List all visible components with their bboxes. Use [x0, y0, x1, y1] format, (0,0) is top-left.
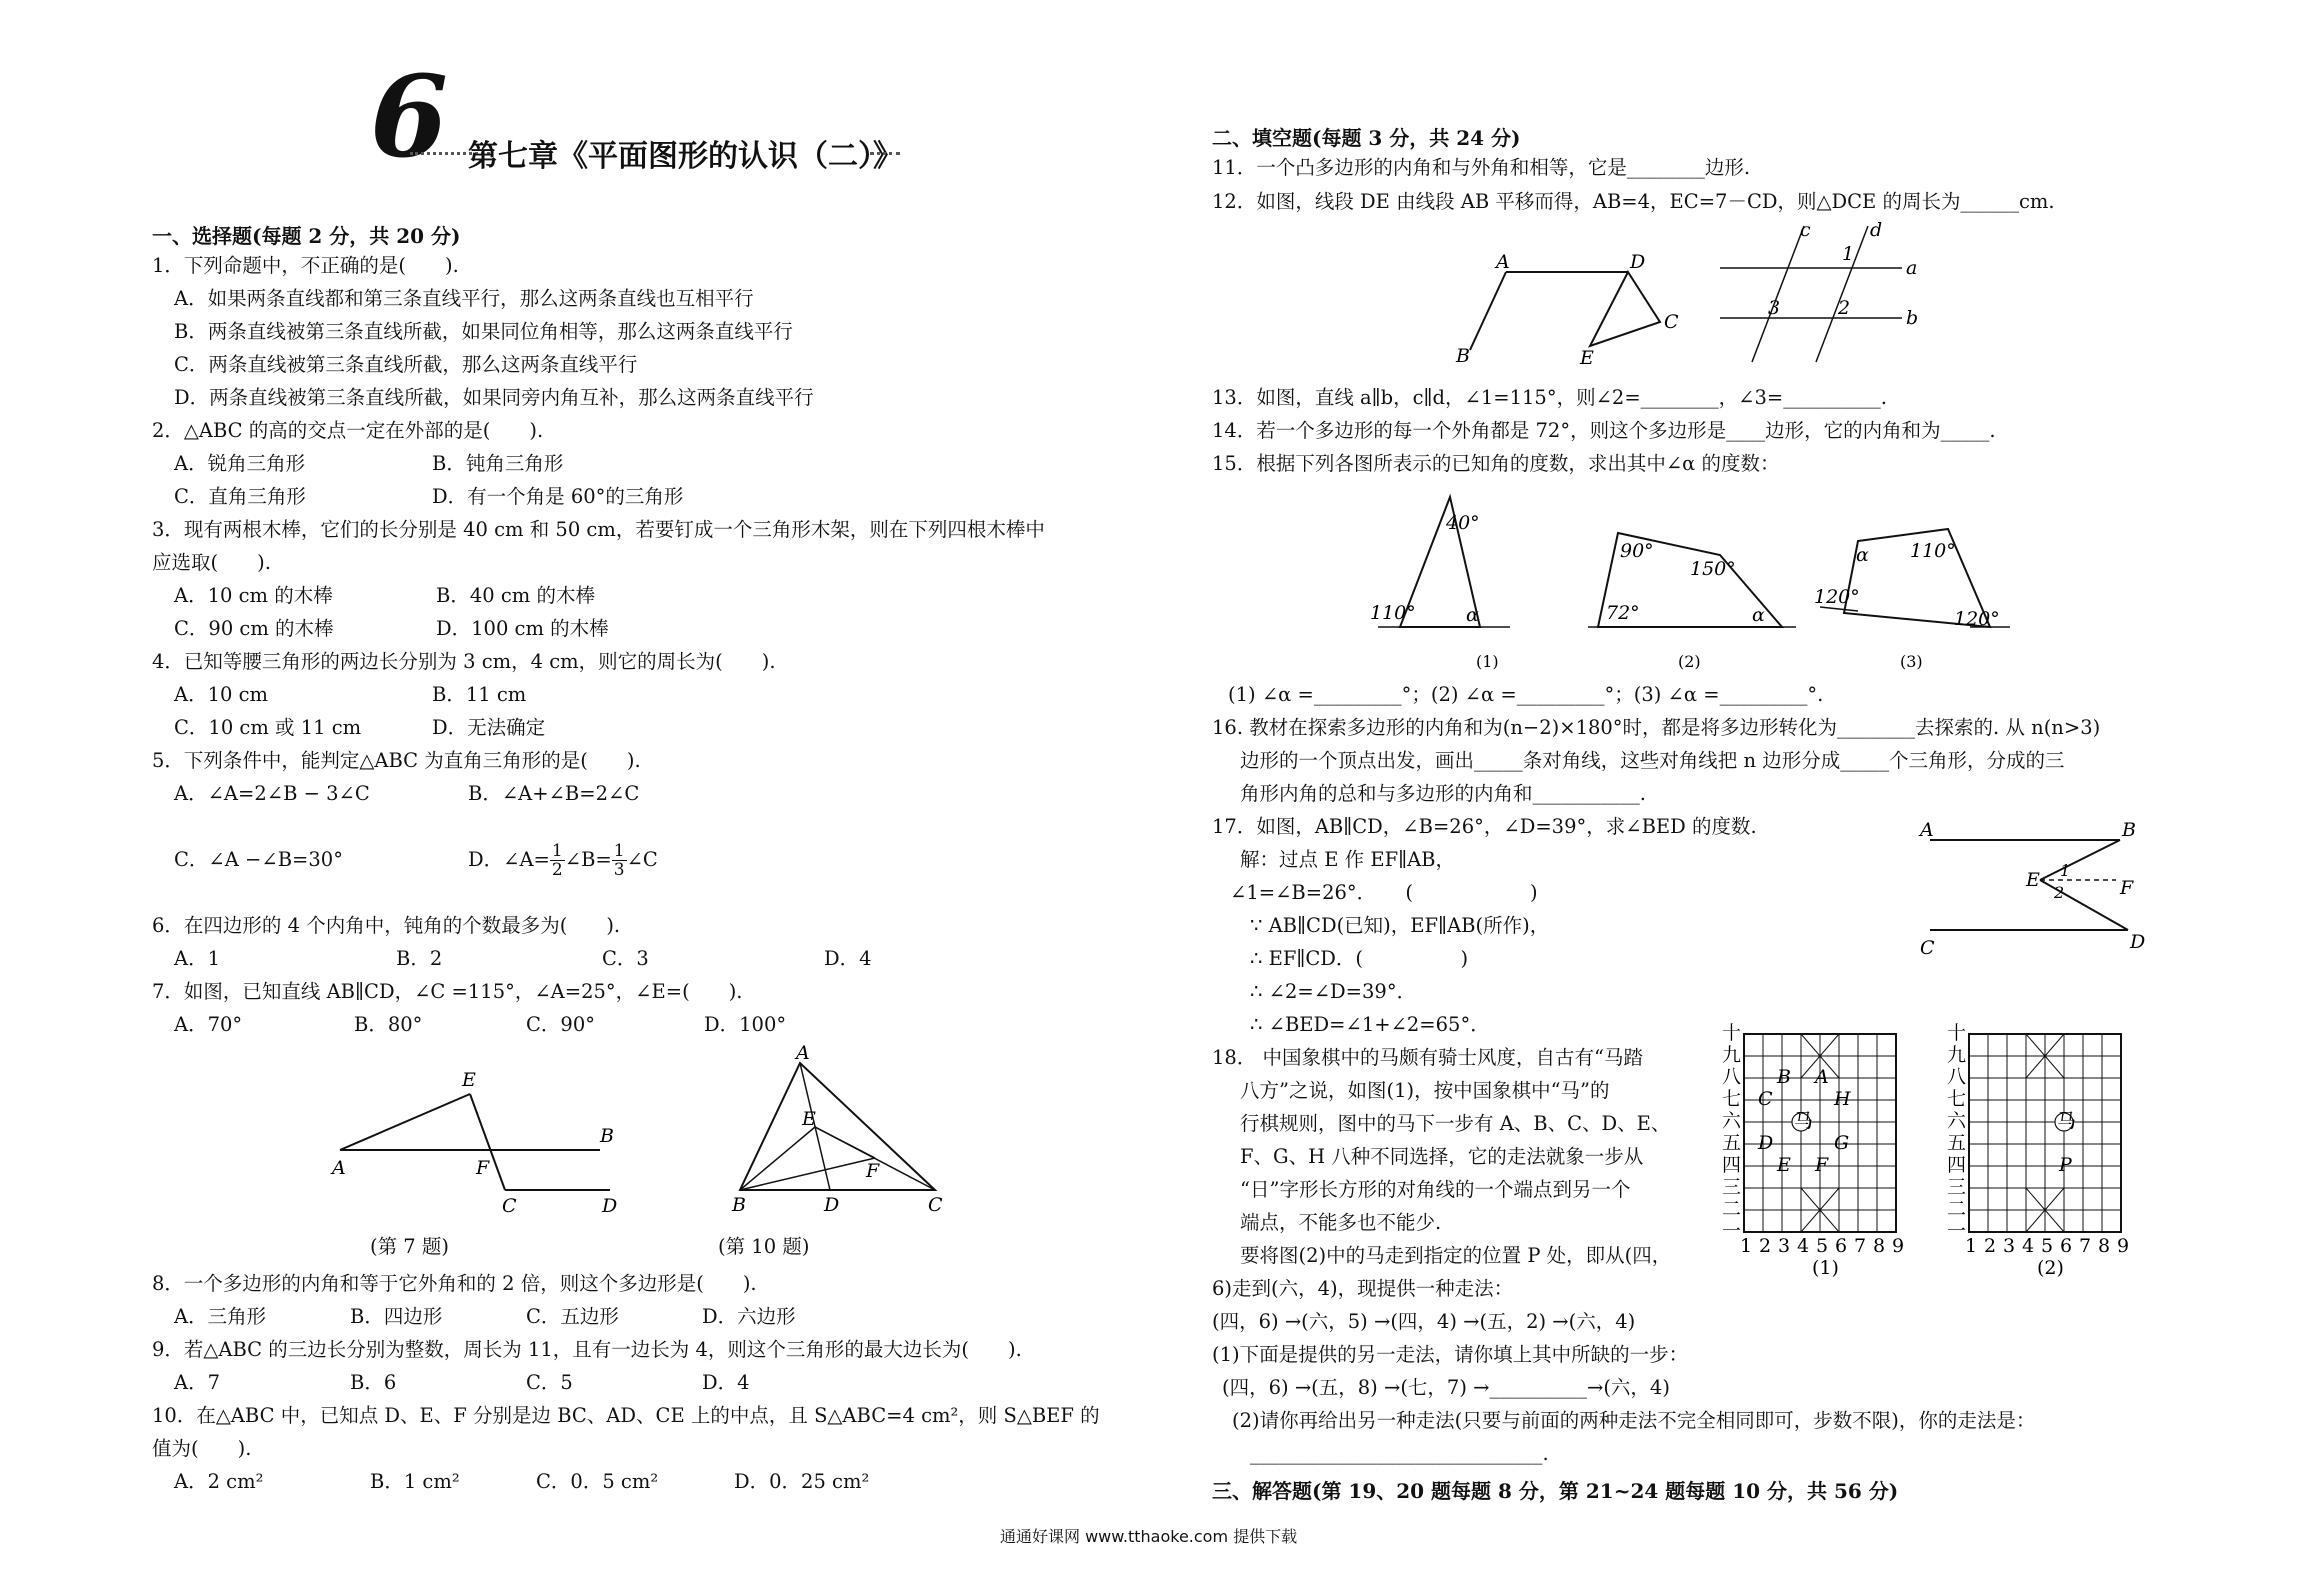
- q8-b: B．四边形: [350, 1305, 443, 1328]
- q1-d: D．两条直线被第三条直线所截，如果同旁内角互补，那么这两条直线平行: [174, 386, 814, 409]
- chess2-col-2: 2: [1984, 1235, 1997, 1257]
- q18-l7: 要将图(2)中的马走到指定的位置 P 处，即从(四，: [1240, 1244, 1672, 1267]
- chess2-col-3: 3: [2003, 1235, 2016, 1257]
- q17-label-f: F: [2120, 877, 2134, 899]
- q15-fig3-110: 110°: [1910, 540, 1956, 562]
- chess2-row-9: 二: [1947, 1198, 1967, 1220]
- q2-a: A．锐角三角形: [174, 452, 306, 475]
- q13-label-3: 3: [1768, 297, 1781, 319]
- chess1-letter-d: D: [1758, 1132, 1774, 1154]
- chess2-row-8: 三: [1947, 1176, 1967, 1198]
- q1-b: B．两条直线被第三条直线所截，如果同位角相等，那么这两条直线平行: [174, 320, 793, 343]
- q17-label-c: C: [1920, 937, 1935, 959]
- q7-label-f: F: [476, 1157, 490, 1179]
- q2-b: B．钝角三角形: [432, 452, 564, 475]
- q17-sol6: ∴ ∠BED=∠1+∠2=65°．: [1250, 1013, 1490, 1036]
- q10-a: A．2 cm²: [174, 1470, 264, 1493]
- caption-q10: (第 10 题): [718, 1235, 810, 1258]
- q16-cont1: 边形的一个顶点出发，画出_____条对角线，这些对角线把 n 边形分成_____个三角形，分成的三: [1240, 749, 2065, 772]
- q10-cont: 值为( ).: [152, 1437, 252, 1460]
- q15-fig3-120b: 120°: [1954, 608, 2000, 630]
- q7-label-c: C: [502, 1195, 517, 1217]
- q7: 7．如图，已知直线 AB∥CD，∠C =115°，∠A=25°，∠E=( ).: [152, 980, 743, 1003]
- q4-d: D．无法确定: [432, 716, 546, 739]
- q15-caption-1: (1): [1476, 652, 1499, 671]
- q7-label-d: D: [602, 1195, 618, 1217]
- q1-a: A．如果两条直线都和第三条直线平行，那么这两条直线也互相平行: [174, 287, 754, 310]
- chess1-col-4: 4: [1797, 1235, 1810, 1257]
- q17-label-1: 1: [2060, 861, 2071, 880]
- q2-d: D．有一个角是 60°的三角形: [432, 485, 684, 508]
- chess2-col-7: 7: [2079, 1235, 2092, 1257]
- q7-d: D．100°: [704, 1013, 787, 1036]
- q5-c: C．∠A −∠B=30°: [174, 848, 343, 871]
- q7-label-a: A: [332, 1157, 346, 1179]
- figure-q10: [720, 1042, 960, 1235]
- chess1-row-9: 二: [1722, 1198, 1742, 1220]
- q9-b: B．6: [350, 1371, 397, 1394]
- chess1-row-8: 三: [1722, 1176, 1742, 1198]
- chess1-letter-g: G: [1834, 1132, 1850, 1154]
- q18-l9: (四，6) →(六，5) →(四，4) →(五，2) →(六，4): [1212, 1310, 1636, 1333]
- chess2-col-8: 8: [2098, 1235, 2111, 1257]
- chess1-row-10: 一: [1722, 1220, 1742, 1242]
- chess1-row-1: 十: [1722, 1022, 1742, 1044]
- q15-fig1-alpha: α: [1466, 604, 1479, 626]
- q9-a: A．7: [174, 1371, 220, 1394]
- q15-fig2-72: 72°: [1606, 602, 1640, 624]
- q13-label-b: b: [1906, 307, 1919, 329]
- q18-l4: F、G、H 八种不同选择，它的走法就象一步从: [1240, 1145, 1644, 1168]
- q6-a: A．1: [174, 947, 220, 970]
- chess2-row-6: 五: [1947, 1132, 1967, 1154]
- q18-l12: (2)请你再给出另一种走法(只要与前面的两种走法不完全相同即可，步数不限)，你的走法是：: [1232, 1409, 2036, 1432]
- q17-sol4: ∴ EF∥CD．( ): [1250, 947, 1469, 970]
- q17-sol5: ∴ ∠2=∠D=39°．: [1250, 980, 1417, 1003]
- q13-label-1: 1: [1842, 243, 1855, 265]
- q15-fig2-alpha: α: [1752, 604, 1765, 626]
- q10-label-c: C: [928, 1194, 943, 1216]
- q6-d: D．4: [824, 947, 872, 970]
- q11: 11．一个凸多边形的内角和与外角和相等，它是________边形.: [1212, 156, 1751, 179]
- q16-cont2: 角形内角的总和与多边形的内角和___________.: [1240, 782, 1646, 805]
- q3-a: A．10 cm 的木棒: [174, 584, 333, 607]
- chess2-col-6: 6: [2060, 1235, 2073, 1257]
- chess2-row-2: 九: [1947, 1044, 1967, 1066]
- q18-l2: 八方”之说，如图(1)，按中国象棋中“马”的: [1240, 1079, 1610, 1102]
- chess1-letter-c: C: [1758, 1088, 1773, 1110]
- q12-label-c: C: [1664, 311, 1679, 333]
- chess1-col-3: 3: [1778, 1235, 1791, 1257]
- chess2-row-10: 一: [1947, 1220, 1967, 1242]
- q3-d: D．100 cm 的木棒: [436, 617, 609, 640]
- chess1-col-2: 2: [1759, 1235, 1772, 1257]
- q18-l3: 行棋规则，图中的马下一步有 A、B、C、D、E、: [1240, 1112, 1671, 1135]
- chess-board-2: [1945, 1020, 2145, 1290]
- q10-c: C．0．5 cm²: [536, 1470, 659, 1493]
- q17: 17．如图，AB∥CD，∠B=26°，∠D=39°，求∠BED 的度数.: [1212, 815, 1757, 838]
- chess1-col-6: 6: [1835, 1235, 1848, 1257]
- q3-b: B．40 cm 的木棒: [436, 584, 595, 607]
- fraction-half: $\frac{1}{2}$: [551, 841, 563, 880]
- q5-b: B．∠A+∠B=2∠C: [468, 782, 640, 805]
- fraction-third: $\frac{1}{3}$: [613, 841, 625, 880]
- q15: 15．根据下列各图所表示的已知角的度数，求出其中∠α 的度数：: [1212, 452, 1780, 475]
- q7-label-b: B: [600, 1125, 614, 1147]
- chess1-row-2: 九: [1722, 1044, 1742, 1066]
- q15-fig3-120a: 120°: [1814, 586, 1860, 608]
- q18-l10: (1)下面是提供的另一走法，请你填上其中所缺的一步：: [1212, 1343, 1689, 1366]
- chess2-row-4: 七: [1947, 1088, 1967, 1110]
- q13-label-a: a: [1906, 257, 1918, 279]
- chess1-horse: 马: [1794, 1110, 1814, 1132]
- q17-label-d: D: [2130, 931, 2146, 953]
- figure-q12: [1450, 250, 1700, 370]
- q15-fig3-alpha: α: [1856, 544, 1869, 566]
- q18: 18． 中国象棋中的马颇有骑士风度，自古有“马踏: [1212, 1046, 1643, 1069]
- q15-fig1-ext: 110°: [1370, 602, 1416, 624]
- section3-heading: 三、解答题(第 19、20 题每题 8 分，第 21~24 题每题 10 分，共 56 分): [1212, 1479, 1899, 1503]
- q4-a: A．10 cm: [174, 683, 269, 706]
- q15-fig2-90: 90°: [1620, 540, 1654, 562]
- chess2-col-1: 1: [1965, 1235, 1978, 1257]
- q17-label-b: B: [2122, 819, 2136, 841]
- q18-l13: ______________________________.: [1250, 1442, 1549, 1465]
- chess2-row-1: 十: [1947, 1022, 1967, 1044]
- q14: 14．若一个多边形的每一个外角都是 72°，则这个多边形是____边形，它的内角和为_____.: [1212, 419, 1996, 442]
- chess1-col-1: 1: [1740, 1235, 1753, 1257]
- q12-label-d: D: [1630, 251, 1646, 273]
- q13-label-c: c: [1800, 219, 1811, 241]
- q17-label-a: A: [1920, 819, 1934, 841]
- q8-c: C．五边形: [526, 1305, 619, 1328]
- q10-label-e: E: [802, 1108, 816, 1130]
- chess2-col-4: 4: [2022, 1235, 2035, 1257]
- q4-c: C．10 cm 或 11 cm: [174, 716, 362, 739]
- q1-c: C．两条直线被第三条直线所截，那么这两条直线平行: [174, 353, 638, 376]
- q15-caption-2: (2): [1678, 652, 1701, 671]
- q17-sol2: ∠1=∠B=26°． ( ): [1230, 881, 1538, 904]
- figure-q17: [1920, 818, 2150, 958]
- q4-b: B．11 cm: [432, 683, 527, 706]
- q10-label-d: D: [824, 1194, 840, 1216]
- q13-label-d: d: [1870, 219, 1883, 241]
- q18-l11: (四，6) →(五，8) →(七，7) →__________→(六，4): [1222, 1376, 1670, 1399]
- q16: 16. 教材在探索多边形的内角和为(n−2)×180°时，都是将多边形转化为________去探索的. 从 n(n>3): [1212, 716, 2101, 739]
- caption-q7: (第 7 题): [370, 1235, 450, 1258]
- q3: 3．现有两根木棒，它们的长分别是 40 cm 和 50 cm，若要钉成一个三角形木架，则在下列四根木棒中: [152, 518, 1045, 541]
- chess1-letter-h: H: [1834, 1088, 1851, 1110]
- q12-label-b: B: [1456, 345, 1470, 367]
- q12: 12．如图，线段 DE 由线段 AB 平移而得，AB=4，EC=7－CD，则△DCE 的周长为______cm.: [1212, 190, 2055, 213]
- q4: 4．已知等腰三角形的两边长分别为 3 cm，4 cm，则它的周长为( ).: [152, 650, 776, 673]
- q15-answers: (1) ∠α =_________°；(2) ∠α =_________°；(3) ∠α =_________°.: [1228, 683, 1824, 706]
- q12-label-a: A: [1496, 251, 1510, 273]
- chess2-horse: 马: [2057, 1110, 2077, 1132]
- chess1-col-5: 5: [1816, 1235, 1829, 1257]
- q6-c: C．3: [602, 947, 649, 970]
- q6: 6．在四边形的 4 个内角中，钝角的个数最多为( ).: [152, 914, 621, 937]
- q9-c: C．5: [526, 1371, 573, 1394]
- q13-label-2: 2: [1838, 297, 1851, 319]
- q10-d: D．0．25 cm²: [734, 1470, 870, 1493]
- q7-b: B．80°: [354, 1013, 423, 1036]
- q15-fig2-150: 150°: [1690, 558, 1736, 580]
- q10-b: B．1 cm²: [370, 1470, 460, 1493]
- q13: 13．如图，直线 a∥b，c∥d，∠1=115°，则∠2=________，∠3=__________.: [1212, 386, 1887, 409]
- q10-label-f: F: [866, 1160, 880, 1182]
- figure-q7: [330, 1060, 650, 1230]
- q1: 1．下列命题中，不正确的是( ).: [152, 254, 459, 277]
- chess2-row-5: 六: [1947, 1110, 1967, 1132]
- section1-heading: 一、选择题(每题 2 分，共 20 分): [152, 224, 461, 248]
- q9-d: D．4: [702, 1371, 750, 1394]
- q8: 8．一个多边形的内角和等于它外角和的 2 倍，则这个多边形是( ).: [152, 1272, 757, 1295]
- chess2-row-7: 四: [1947, 1154, 1967, 1176]
- chess1-col-8: 8: [1873, 1235, 1886, 1257]
- q8-d: D．六边形: [702, 1305, 796, 1328]
- section2-heading: 二、填空题(每题 3 分，共 24 分): [1212, 126, 1521, 150]
- q17-sol1: 解：过点 E 作 EF∥AB，: [1240, 848, 1456, 871]
- figure-q13: [1720, 219, 1920, 366]
- chess1-letter-f: F: [1815, 1154, 1829, 1176]
- chess1-row-6: 五: [1722, 1132, 1742, 1154]
- q10-label-b: B: [732, 1194, 746, 1216]
- chess1-col-7: 7: [1854, 1235, 1867, 1257]
- q18-l5: “日”字形长方形的对角线的一个端点到另一个: [1240, 1178, 1631, 1201]
- chess1-letter-e: E: [1777, 1154, 1791, 1176]
- q7-label-e: E: [462, 1069, 476, 1091]
- q3-c: C．90 cm 的木棒: [174, 617, 334, 640]
- title-dots-right: [870, 152, 900, 155]
- q7-a: A．70°: [174, 1013, 243, 1036]
- figure-q15: [1370, 485, 2010, 680]
- chess1-caption: (1): [1812, 1257, 1839, 1279]
- chess2-row-3: 八: [1947, 1066, 1967, 1088]
- q5: 5．下列条件中，能判定△ABC 为直角三角形的是( ).: [152, 749, 641, 772]
- chess1-letter-b: B: [1777, 1066, 1791, 1088]
- chess2-letter-p: P: [2059, 1154, 2072, 1176]
- q5-d: D．∠A= $\frac{1}{2}$ ∠B= $\frac{1}{3}$ ∠C: [468, 841, 658, 880]
- q12-label-e: E: [1580, 347, 1594, 369]
- q7-c: C．90°: [526, 1013, 595, 1036]
- q10: 10．在△ABC 中，已知点 D、E、F 分别是边 BC、AD、CE 上的中点，且 S△ABC=4 cm²，则 S△BEF 的: [152, 1404, 1100, 1427]
- chess2-caption: (2): [2037, 1257, 2064, 1279]
- chess1-letter-a: A: [1815, 1066, 1829, 1088]
- q2-c: C．直角三角形: [174, 485, 306, 508]
- chess2-col-9: 9: [2117, 1235, 2130, 1257]
- chapter-number: 6: [370, 52, 448, 183]
- chess2-col-5: 5: [2041, 1235, 2054, 1257]
- q9: 9．若△ABC 的三边长分别为整数，周长为 11，且有一边长为 4，则这个三角形的最大边长为( ).: [152, 1338, 1022, 1361]
- q5-a: A．∠A=2∠B − 3∠C: [174, 782, 370, 805]
- chess1-row-5: 六: [1722, 1110, 1742, 1132]
- q3-cont: 应选取( ).: [152, 551, 271, 574]
- q18-l6: 端点，不能多也不能少.: [1240, 1211, 1442, 1234]
- chess-board-1: [1720, 1020, 1920, 1290]
- chess1-row-4: 七: [1722, 1088, 1742, 1110]
- q18-l8: 6)走到(六，4)，现提供一种走法：: [1212, 1277, 1514, 1300]
- q15-fig1-top: 40°: [1446, 512, 1480, 534]
- q6-b: B．2: [396, 947, 443, 970]
- q15-caption-3: (3): [1900, 652, 1923, 671]
- chess1-row-7: 四: [1722, 1154, 1742, 1176]
- q8-a: A．三角形: [174, 1305, 267, 1328]
- q17-label-2: 2: [2054, 883, 2065, 902]
- q10-label-a: A: [796, 1042, 810, 1064]
- q2: 2．△ABC 的高的交点一定在外部的是( ).: [152, 419, 544, 442]
- footer: 通通好课网 www.tthaoke.com 提供下载: [1000, 1527, 1298, 1546]
- q17-sol3: ∵ AB∥CD(已知)，EF∥AB(所作)，: [1250, 914, 1550, 937]
- chess1-col-9: 9: [1892, 1235, 1905, 1257]
- q17-label-e: E: [2026, 869, 2040, 891]
- chess1-row-3: 八: [1722, 1066, 1742, 1088]
- page-title: 第七章《平面图形的认识（二）》: [468, 139, 903, 174]
